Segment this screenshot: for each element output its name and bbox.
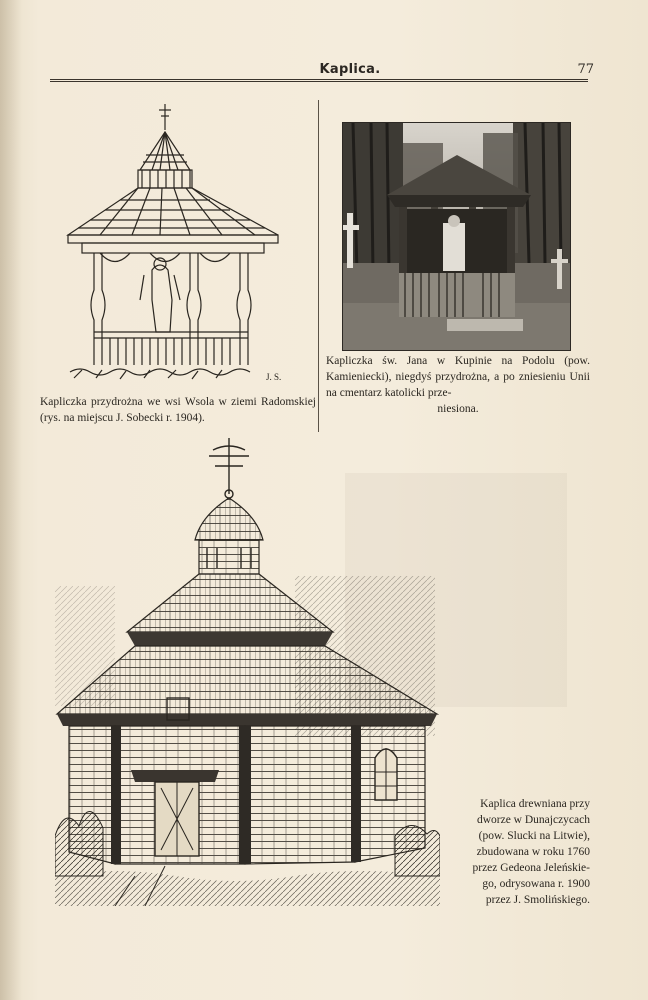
chapel-photo-image [343,123,571,351]
caption-roadside-shrine: Kapliczka przydrożna we wsi Wsola w ziemi Radomskiej (rys. na miejscu J. Sobecki r. 1904). [40,396,316,424]
wooden-chapel-engraving [55,436,440,906]
header-rule [50,79,588,82]
caption-line: przez J. Smolińskiego. [485,894,590,906]
caption-dunajczyce-chapel [440,796,590,908]
caption-line: (pow. Slucki na Litwie), [478,830,590,842]
page-number: 77 [577,62,594,77]
spine-shadow [0,0,22,1000]
running-head [50,60,594,80]
caption-chapel-kupin [326,353,590,417]
caption-chapel-kupin-last: niesiona. [437,403,479,415]
roadside-shrine-drawing [60,100,290,390]
chapel-photograph [342,122,571,351]
caption-line: go, odrysowana r. 1900 [482,878,590,890]
caption-line: przez Gedeona Jeleńskie- [472,862,590,874]
caption-line: dworze w Dunajczycach [476,814,590,826]
caption-line: Kaplica drewniana przy [480,798,590,810]
caption-line: zbudowana w roku 1760 [476,846,590,858]
caption-chapel-kupin-main: Kapliczka św. Jana w Kupinie na Podolu (pow. Kamieniecki), niegdyś przydrożna, a po zniesieniu Unii na cmentarz katolicki prze- [326,355,590,399]
artist-signature: J. S. [266,372,282,382]
running-title: Kaplica. [319,62,381,77]
column-divider [318,100,319,432]
